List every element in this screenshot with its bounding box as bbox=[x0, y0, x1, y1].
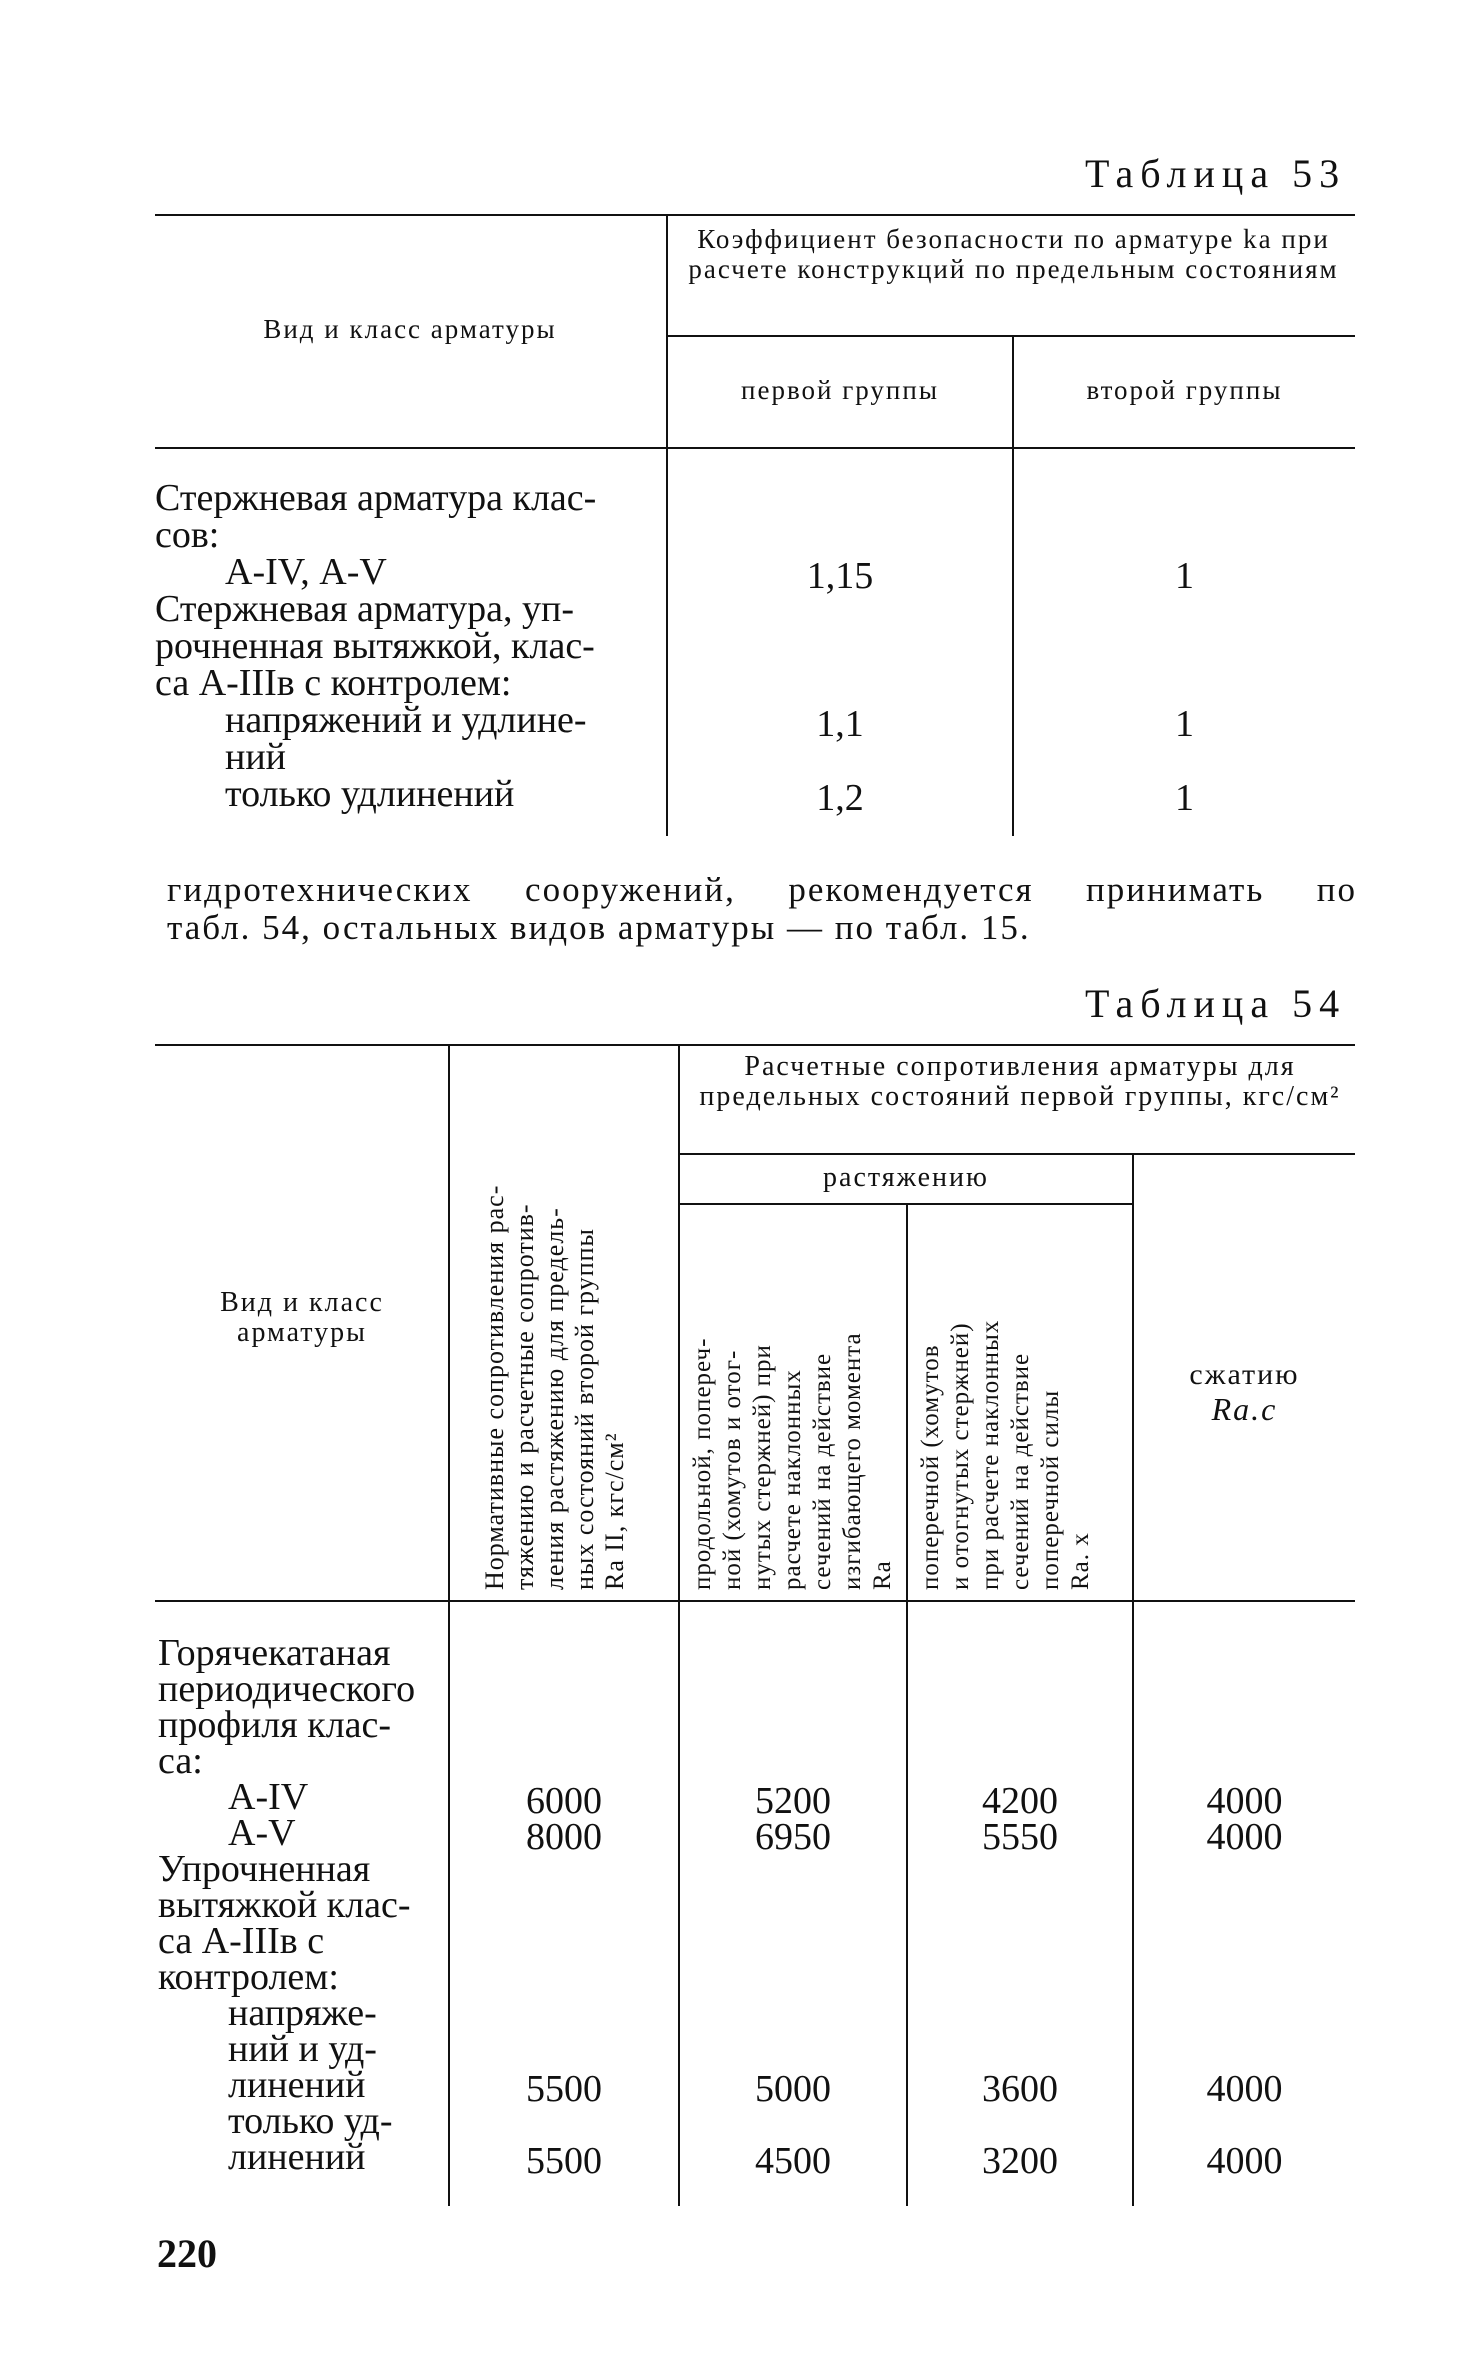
table54-cell: 3600 bbox=[982, 2068, 1058, 2110]
table54-divider-4 bbox=[1132, 1155, 1134, 2206]
table53-row-label: только удлинений bbox=[225, 773, 515, 815]
table54-col-norm: Нормативные сопротивления рас- тяжению и расчетные сопротив- ления растяжению для предель- ных состояний второй группы Rа II, кгс/см² bbox=[480, 1184, 629, 1590]
table54-col-trans: поперечной (хомутов и отогнутых стержней) при расчете наклонных сечений на действие поперечной силы Rа. х bbox=[917, 1319, 1094, 1590]
table54-row-label: са: bbox=[158, 1740, 203, 1782]
table54-col-comp-symbol: Rа.с bbox=[1211, 1391, 1278, 1427]
table54-row-label: са А-IIIв с bbox=[158, 1920, 325, 1962]
table54-row-label: А-IV bbox=[228, 1776, 309, 1818]
table54-row-label: линений bbox=[228, 2136, 366, 2178]
table54-cell: 4000 bbox=[1206, 2140, 1283, 2182]
table54-col-comp-label: сжатию bbox=[1189, 1358, 1300, 1391]
table54-row-label: периодического bbox=[158, 1668, 416, 1710]
table54-cell: 5000 bbox=[755, 2068, 831, 2110]
table54-cell: 8000 bbox=[526, 1816, 602, 1858]
table54-row-label: Упрочненная bbox=[158, 1848, 371, 1890]
table53-caption: Таблица 53 bbox=[1085, 151, 1347, 196]
table53-top-rule bbox=[155, 214, 1355, 216]
table54-col-tension: растяжению bbox=[823, 1162, 989, 1193]
table54-cell: 3200 bbox=[982, 2140, 1058, 2182]
table54-row-label: только уд- bbox=[228, 2100, 393, 2142]
table54-cell: 4000 bbox=[1206, 1780, 1283, 1822]
table53-cell: 1 bbox=[1175, 555, 1194, 597]
table53-row-label: напряжений и удлине- bbox=[225, 699, 587, 741]
paragraph-line-1: гидротехнических сооружений, рекомендуется принимать по bbox=[167, 870, 1357, 909]
table54-cell: 5500 bbox=[526, 2068, 602, 2110]
table53-cell: 1,15 bbox=[806, 555, 874, 597]
table54-col-type: Вид и класс арматуры bbox=[220, 1287, 384, 1348]
table53-col-second: второй группы bbox=[1086, 375, 1283, 405]
table54-col-comp bbox=[1134, 1358, 1355, 1427]
table53-row-label: А-IV, А-V bbox=[225, 551, 387, 593]
table54-cell: 5500 bbox=[526, 2140, 602, 2182]
table53-row-label: Стержневая арматура, уп- bbox=[155, 588, 574, 630]
table54-top-rule bbox=[155, 1044, 1355, 1046]
table53-cell: 1,1 bbox=[816, 703, 864, 745]
table53-row-label: рочненная вытяжкой, клас- bbox=[155, 625, 595, 667]
table54-row-label: профиля клас- bbox=[158, 1704, 392, 1746]
table54-row-label: вытяжкой клас- bbox=[158, 1884, 411, 1926]
table54-cell: 6950 bbox=[755, 1816, 831, 1858]
table54-row-label: ний и уд- bbox=[228, 2028, 377, 2070]
table53-row-label: ний bbox=[225, 736, 287, 778]
table54-caption: Таблица 54 bbox=[1085, 981, 1347, 1026]
table53-row-label: са А-IIIв с контролем: bbox=[155, 662, 512, 704]
table54-divider-1 bbox=[448, 1046, 450, 2206]
table54-col-design: Расчетные сопротивления арматуры для предельных состояний первой группы, кгс/см² bbox=[699, 1051, 1341, 1112]
table54-row-label: контролем: bbox=[158, 1956, 339, 1998]
table53-header-rule bbox=[155, 447, 1355, 449]
table54-row-label: линений bbox=[228, 2064, 366, 2106]
table54-row-label: напряже- bbox=[228, 1992, 377, 2034]
table54-cell: 4500 bbox=[755, 2140, 831, 2182]
table54-cell: 4200 bbox=[982, 1780, 1058, 1822]
table53-col-first: первой группы bbox=[741, 375, 939, 405]
paragraph-line-2: табл. 54, остальных видов арматуры — по табл. 15. bbox=[167, 908, 1031, 947]
table53-col-coef: Коэффициент безопасности по арматуре kа при расчете конструкций по предельным состояниям bbox=[688, 224, 1339, 284]
table54-cell: 5200 bbox=[755, 1780, 831, 1822]
table54-row-label: Горячекатаная bbox=[158, 1632, 391, 1674]
table54-cell: 6000 bbox=[526, 1780, 602, 1822]
table54-row-label: А-V bbox=[228, 1812, 296, 1854]
page-number: 220 bbox=[157, 2231, 217, 2276]
table54-cell: 5550 bbox=[982, 1816, 1058, 1858]
table54-header-rule bbox=[155, 1600, 1355, 1602]
table53-row-label: сов: bbox=[155, 514, 220, 556]
table54-cell: 4000 bbox=[1206, 1816, 1283, 1858]
table53-row-label: Стержневая арматура клас- bbox=[155, 477, 597, 519]
table54-rule-design bbox=[680, 1153, 1355, 1155]
table53-cell: 1,2 bbox=[816, 777, 864, 819]
table54-col-long: продольной, попереч- ной (хомутов и отог- нутых стержней) при расчете наклонных сечений на действие изгибающего момента Rа bbox=[689, 1332, 896, 1590]
table53-cell: 1 bbox=[1175, 703, 1194, 745]
table53-col-type: Вид и класс арматуры bbox=[263, 314, 557, 344]
table54-divider-3 bbox=[906, 1205, 908, 2206]
table53-cell: 1 bbox=[1175, 777, 1194, 819]
table54-divider-2 bbox=[678, 1046, 680, 2206]
table54-cell: 4000 bbox=[1206, 2068, 1283, 2110]
